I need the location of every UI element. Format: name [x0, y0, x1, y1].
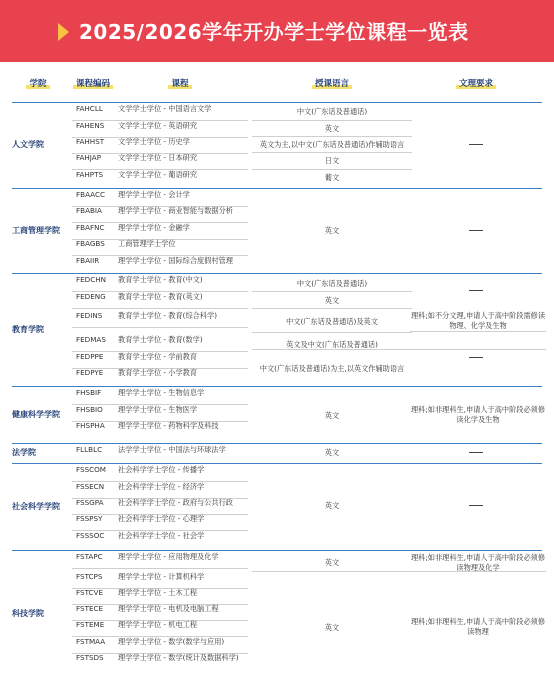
course-code: FAHENS — [76, 121, 105, 130]
course-name: 理学学士学位 - 生物信息学 — [118, 388, 205, 397]
dash-mark — [469, 290, 483, 291]
language-cell: 英文 — [324, 558, 340, 567]
faculty-divider — [12, 386, 542, 387]
row-divider — [72, 308, 248, 309]
cell-divider — [410, 331, 546, 332]
requirement-cell: 理科;如非理科生,申请人于高中阶段必须修读物理 — [410, 617, 546, 636]
faculty-name: 人文学院 — [12, 140, 44, 149]
language-cell: 中文(广东话及普通话) — [296, 107, 368, 116]
course-name: 社会科学学士学位 - 传播学 — [118, 465, 205, 474]
language-cell: 英文为主,以中文(广东话及普通话)作辅助语言 — [259, 140, 405, 149]
course-name: 理学学士学位 - 计算机科学 — [118, 572, 205, 581]
course-code: FEDPYE — [76, 368, 104, 377]
course-name: 法学学士学位 - 中国法与环球法学 — [118, 445, 226, 454]
course-code: FBAIIR — [76, 256, 100, 265]
language-cell: 中文(广东话及普通话) — [296, 279, 368, 288]
course-name: 理学学士学位 - 会计学 — [118, 190, 190, 199]
faculty-name: 社会科学学院 — [12, 501, 60, 511]
cell-divider — [252, 120, 412, 121]
course-code: FBABIA — [76, 206, 102, 215]
language-cell: 葡文 — [324, 173, 340, 182]
faculty-name: 法学院 — [12, 448, 36, 457]
faculty-divider — [12, 443, 542, 444]
course-name: 理学学士学位 - 电机及电脑工程 — [118, 604, 219, 613]
dash-mark — [469, 505, 483, 506]
course-code: FBAACC — [76, 190, 106, 199]
course-name: 文学学士学位 - 中国语言文学 — [118, 104, 212, 113]
dash-mark — [469, 357, 483, 358]
course-name: 教育学士学位 - 教育(数学) — [118, 335, 203, 344]
course-name: 文学学士学位 - 葡语研究 — [118, 170, 198, 179]
course-name: 教育学士学位 - 学前教育 — [118, 352, 198, 361]
course-name: 理学学士学位 - 生物医学 — [118, 405, 198, 414]
course-name: 理学学士学位 - 数学(统计及数据科学) — [118, 653, 239, 662]
cell-divider — [252, 332, 412, 333]
page-title: 2025/2026学年开办学士学位课程一览表 — [79, 20, 469, 44]
language-cell: 日文 — [324, 156, 340, 165]
course-name: 社会科学学士学位 - 经济学 — [118, 482, 205, 491]
course-name: 理学学士学位 - 商业智能与数据分析 — [118, 206, 233, 215]
course-name: 教育学士学位 - 小学教育 — [118, 368, 198, 377]
course-code: FSTECE — [76, 604, 104, 613]
language-cell: 英文 — [324, 448, 340, 457]
course-name: 理学学士学位 - 应用物理及化学 — [118, 552, 219, 561]
course-code: FHSBIO — [76, 405, 103, 414]
course-code: FEDINS — [76, 311, 103, 320]
cell-divider — [252, 136, 412, 137]
course-code: FAHJAP — [76, 153, 102, 162]
course-name: 工商管理学士学位 — [118, 239, 176, 248]
course-code: FBAGBS — [76, 239, 105, 248]
course-code: FHSPHA — [76, 421, 105, 430]
course-name: 文学学士学位 - 历史学 — [118, 137, 190, 146]
column-header-requirement: 文理要求 — [426, 79, 526, 89]
language-cell: 英文 — [324, 411, 340, 420]
language-cell: 英文 — [324, 226, 340, 235]
column-header-code: 课程编码 — [68, 79, 118, 89]
course-code: FEDPPE — [76, 352, 104, 361]
course-name: 社会科学学士学位 - 政府与公共行政 — [118, 498, 233, 507]
course-code: FAHPTS — [76, 170, 104, 179]
course-name: 理学学士学位 - 机电工程 — [118, 620, 198, 629]
course-code: FSTEME — [76, 620, 105, 629]
course-name: 理学学士学位 - 药物科学及科技 — [118, 421, 219, 430]
cell-divider — [252, 291, 412, 292]
dash-mark — [469, 144, 483, 145]
course-code: FSSGPA — [76, 498, 104, 507]
column-header-course: 课程 — [130, 79, 230, 89]
language-cell: 英文 — [324, 124, 340, 133]
language-cell: 英文 — [324, 623, 340, 632]
course-code: FAHCLL — [76, 104, 103, 113]
requirement-cell: 理科;如非理科生,申请人于高中阶段必须修读化学及生物 — [410, 405, 546, 424]
course-code: FEDENG — [76, 292, 106, 301]
dash-mark — [469, 230, 483, 231]
course-code: FSTMAA — [76, 637, 106, 646]
course-name: 文学学士学位 - 英语研究 — [118, 121, 198, 130]
column-header-language: 授课语言 — [262, 79, 402, 89]
course-code: FSTSDS — [76, 653, 104, 662]
course-code: FSTCPS — [76, 572, 103, 581]
cell-divider — [252, 571, 412, 572]
course-code: FSSSOC — [76, 531, 105, 540]
language-cell: 中文(广东话及普通话)及英文 — [286, 317, 378, 326]
course-name: 理学学士学位 - 土木工程 — [118, 588, 198, 597]
requirement-cell: 理科;如非理科生,申请人于高中阶段必须修读物理及化学 — [410, 553, 546, 572]
course-name: 理学学士学位 - 数学(数学与应用) — [118, 637, 225, 646]
requirement-cell: 理科;如不分文理,申请人于高中阶段需修读物理、化学及生物 — [410, 311, 546, 330]
column-header-faculty: 学院 — [12, 79, 64, 89]
cell-divider — [410, 349, 546, 350]
course-code: FEDMAS — [76, 335, 106, 344]
faculty-divider — [12, 188, 542, 189]
course-code: FLLBLC — [76, 445, 103, 454]
course-code: FSSPSY — [76, 514, 103, 523]
course-name: 社会科学学士学位 - 社会学 — [118, 531, 205, 540]
course-name: 教育学士学位 - 教育(综合科学) — [118, 311, 218, 320]
course-name: 文学学士学位 - 日本研究 — [118, 153, 198, 162]
faculty-name: 工商管理学院 — [12, 225, 60, 235]
course-code: FSTCVE — [76, 588, 104, 597]
course-code: FBAFNC — [76, 223, 105, 232]
language-cell: 英文 — [324, 296, 340, 305]
course-code: FHSBIF — [76, 388, 102, 397]
cell-divider — [252, 169, 412, 170]
course-name: 理学学士学位 - 国际综合度假村管理 — [118, 256, 233, 265]
course-code: FAHHST — [76, 137, 105, 146]
cell-divider — [252, 308, 412, 309]
faculty-divider — [12, 463, 542, 464]
language-cell: 中文(广东话及普通话)为主,以英文作辅助语言 — [259, 364, 405, 373]
faculty-divider — [12, 273, 542, 274]
course-name: 社会科学学士学位 - 心理学 — [118, 514, 205, 523]
triangle-icon — [58, 23, 69, 41]
row-divider — [72, 568, 248, 569]
faculty-name: 科技学院 — [12, 609, 44, 618]
course-code: FEDCHN — [76, 275, 107, 284]
faculty-divider — [12, 102, 542, 103]
title-banner — [0, 0, 554, 62]
dash-mark — [469, 452, 483, 453]
course-code: FSSCOM — [76, 465, 107, 474]
course-name: 教育学士学位 - 教育(中文) — [118, 275, 203, 284]
course-code: FSTAPC — [76, 552, 103, 561]
faculty-divider — [12, 550, 542, 551]
course-code: FSSECN — [76, 482, 105, 491]
course-name: 理学学士学位 - 金融学 — [118, 223, 190, 232]
row-divider — [72, 327, 248, 328]
faculty-name: 教育学院 — [12, 324, 44, 334]
course-name: 教育学士学位 - 教育(英文) — [118, 292, 203, 301]
language-cell: 英文 — [324, 501, 340, 510]
faculty-name: 健康科学学院 — [12, 409, 60, 419]
cell-divider — [252, 152, 412, 153]
language-cell: 英文及中文(广东话及普通话) — [286, 340, 378, 349]
